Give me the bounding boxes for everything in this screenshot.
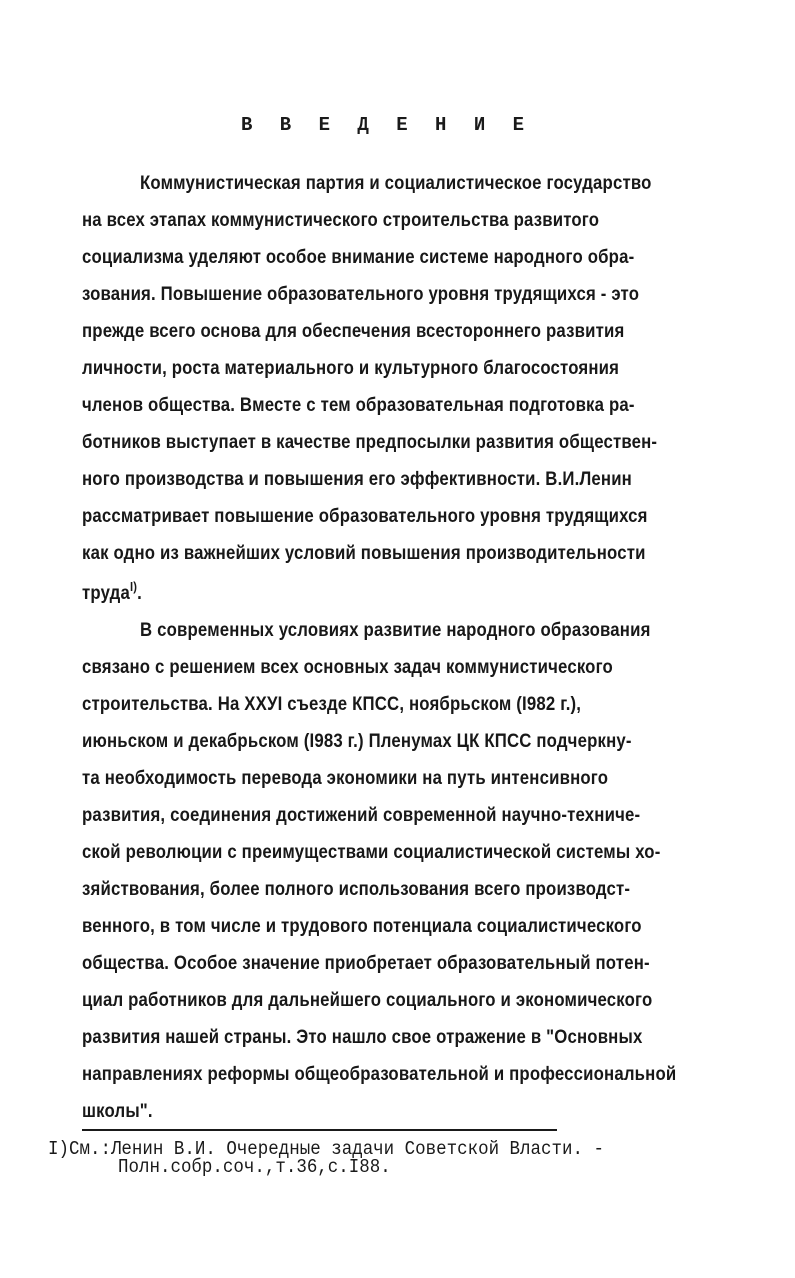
- text-line: зяйствования, более полного использования всего производст-: [82, 878, 631, 900]
- end-punct: .: [137, 582, 142, 604]
- footnote-line-2: Полн.собр.соч.,т.36,с.I88.: [118, 1156, 391, 1178]
- text-line: ного производства и повышения его эффективности. В.И.Ленин: [82, 468, 632, 490]
- text-line: развития нашей страны. Это нашло свое отражение в "Основных: [82, 1026, 643, 1048]
- text-line: общества. Особое значение приобретает образовательный потен-: [82, 952, 650, 974]
- text-line: школы".: [82, 1100, 153, 1122]
- text-line: прежде всего основа для обеспечения всестороннего развития: [82, 320, 625, 342]
- text-line: венного, в том числе и трудового потенциала социалистического: [82, 915, 642, 937]
- footnote-line-1: I)См.:Ленин В.И. Очередные задачи Советской Власти. -: [48, 1138, 604, 1160]
- text-line: членов общества. Вместе с тем образовательная подготовка ра-: [82, 394, 635, 416]
- text-line: направлениях реформы общеобразовательной и профессиональной: [82, 1063, 677, 1085]
- text-line: развития, соединения достижений современной научно-техниче-: [82, 804, 641, 826]
- text-line: на всех этапах коммунистического строительства развитого: [82, 209, 600, 231]
- text-line: циал работников для дальнейшего социального и экономического: [82, 989, 653, 1011]
- text-line: ботников выступает в качестве предпосылки развития обществен-: [82, 431, 658, 453]
- text-line-last: [82, 579, 142, 605]
- footnote-marker[interactable]: I): [129, 579, 138, 594]
- footnote-divider: [82, 1129, 557, 1131]
- text-line: июньском и декабрьском (I983 г.) Пленумах ЦК КПСС подчеркну-: [82, 730, 632, 752]
- text-line: Коммунистическая партия и социалистическое государство: [140, 172, 652, 194]
- page-title: В В Е Д Е Н И Е: [241, 114, 533, 136]
- text-line: личности, роста материального и культурного благосостояния: [82, 357, 620, 379]
- text-line: строительства. На XXУI съезде КПСС, ноябрьском (I982 г.),: [82, 693, 582, 715]
- text-line: рассматривает повышение образовательного уровня трудящихся: [82, 505, 648, 527]
- text-fragment: труда: [82, 582, 130, 604]
- text-line: как одно из важнейших условий повышения производительности: [82, 542, 646, 564]
- text-line: социализма уделяют особое внимание системе народного обра-: [82, 246, 635, 268]
- text-line: та необходимость перевода экономики на путь интенсивного: [82, 767, 609, 789]
- text-line: зования. Повышение образовательного уровня трудящихся - это: [82, 283, 640, 305]
- text-line: связано с решением всех основных задач коммунистического: [82, 656, 613, 678]
- text-line: ской революции с преимуществами социалистической системы хо-: [82, 841, 661, 863]
- text-line: В современных условиях развитие народного образования: [140, 619, 651, 641]
